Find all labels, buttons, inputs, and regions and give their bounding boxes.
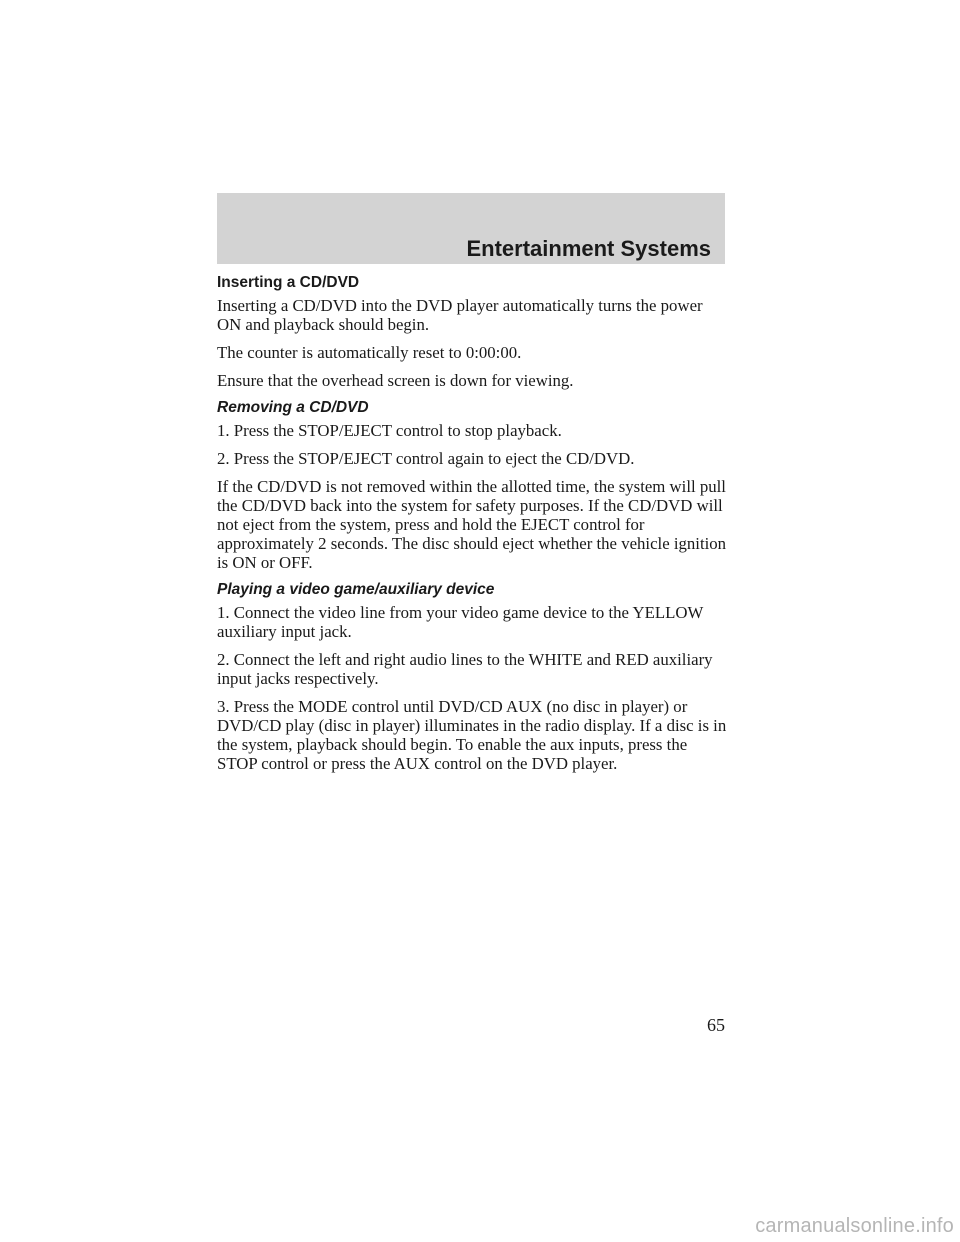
paragraph: The counter is automatically reset to 0:00:00. [217, 343, 522, 362]
section-title: Entertainment Systems [466, 236, 711, 261]
step-1: 1. Press the STOP/EJECT control to stop playback. [217, 421, 562, 440]
page-content [217, 274, 729, 782]
step-1: 1. Connect the video line from your video game device to the YELLOW auxiliary input jack. [217, 603, 704, 641]
step-3: 3. Press the MODE control until DVD/CD AUX (no disc in player) or DVD/CD play (disc in player) illuminates in the radio display. If a disc is in the system, playback should begin. To enable the aux inputs, press the STOP control or press the AUX control on the DVD player. [217, 697, 727, 773]
step-2: 2. Press the STOP/EJECT control again to eject the CD/DVD. [217, 449, 635, 468]
section-header-band [217, 193, 725, 264]
page-number: 65 [707, 1015, 725, 1035]
step-2: 2. Connect the left and right audio lines to the WHITE and RED auxiliary input jacks respectively. [217, 650, 713, 688]
heading-video-game: Playing a video game/auxiliary device [217, 581, 495, 598]
watermark[interactable]: carmanualsonline.info [755, 1215, 954, 1237]
paragraph: If the CD/DVD is not removed within the allotted time, the system will pull the CD/DVD back into the system for safety purposes. If the CD/DVD will not eject from the system, press and hold the EJECT control for approximately 2 seconds. The disc should eject whether the vehicle ignition is ON or OFF. [217, 477, 727, 572]
paragraph: Inserting a CD/DVD into the DVD player automatically turns the power ON and playback should begin. [217, 296, 703, 334]
heading-inserting: Inserting a CD/DVD [217, 274, 360, 291]
paragraph: Ensure that the overhead screen is down for viewing. [217, 371, 574, 390]
heading-removing: Removing a CD/DVD [217, 399, 369, 416]
